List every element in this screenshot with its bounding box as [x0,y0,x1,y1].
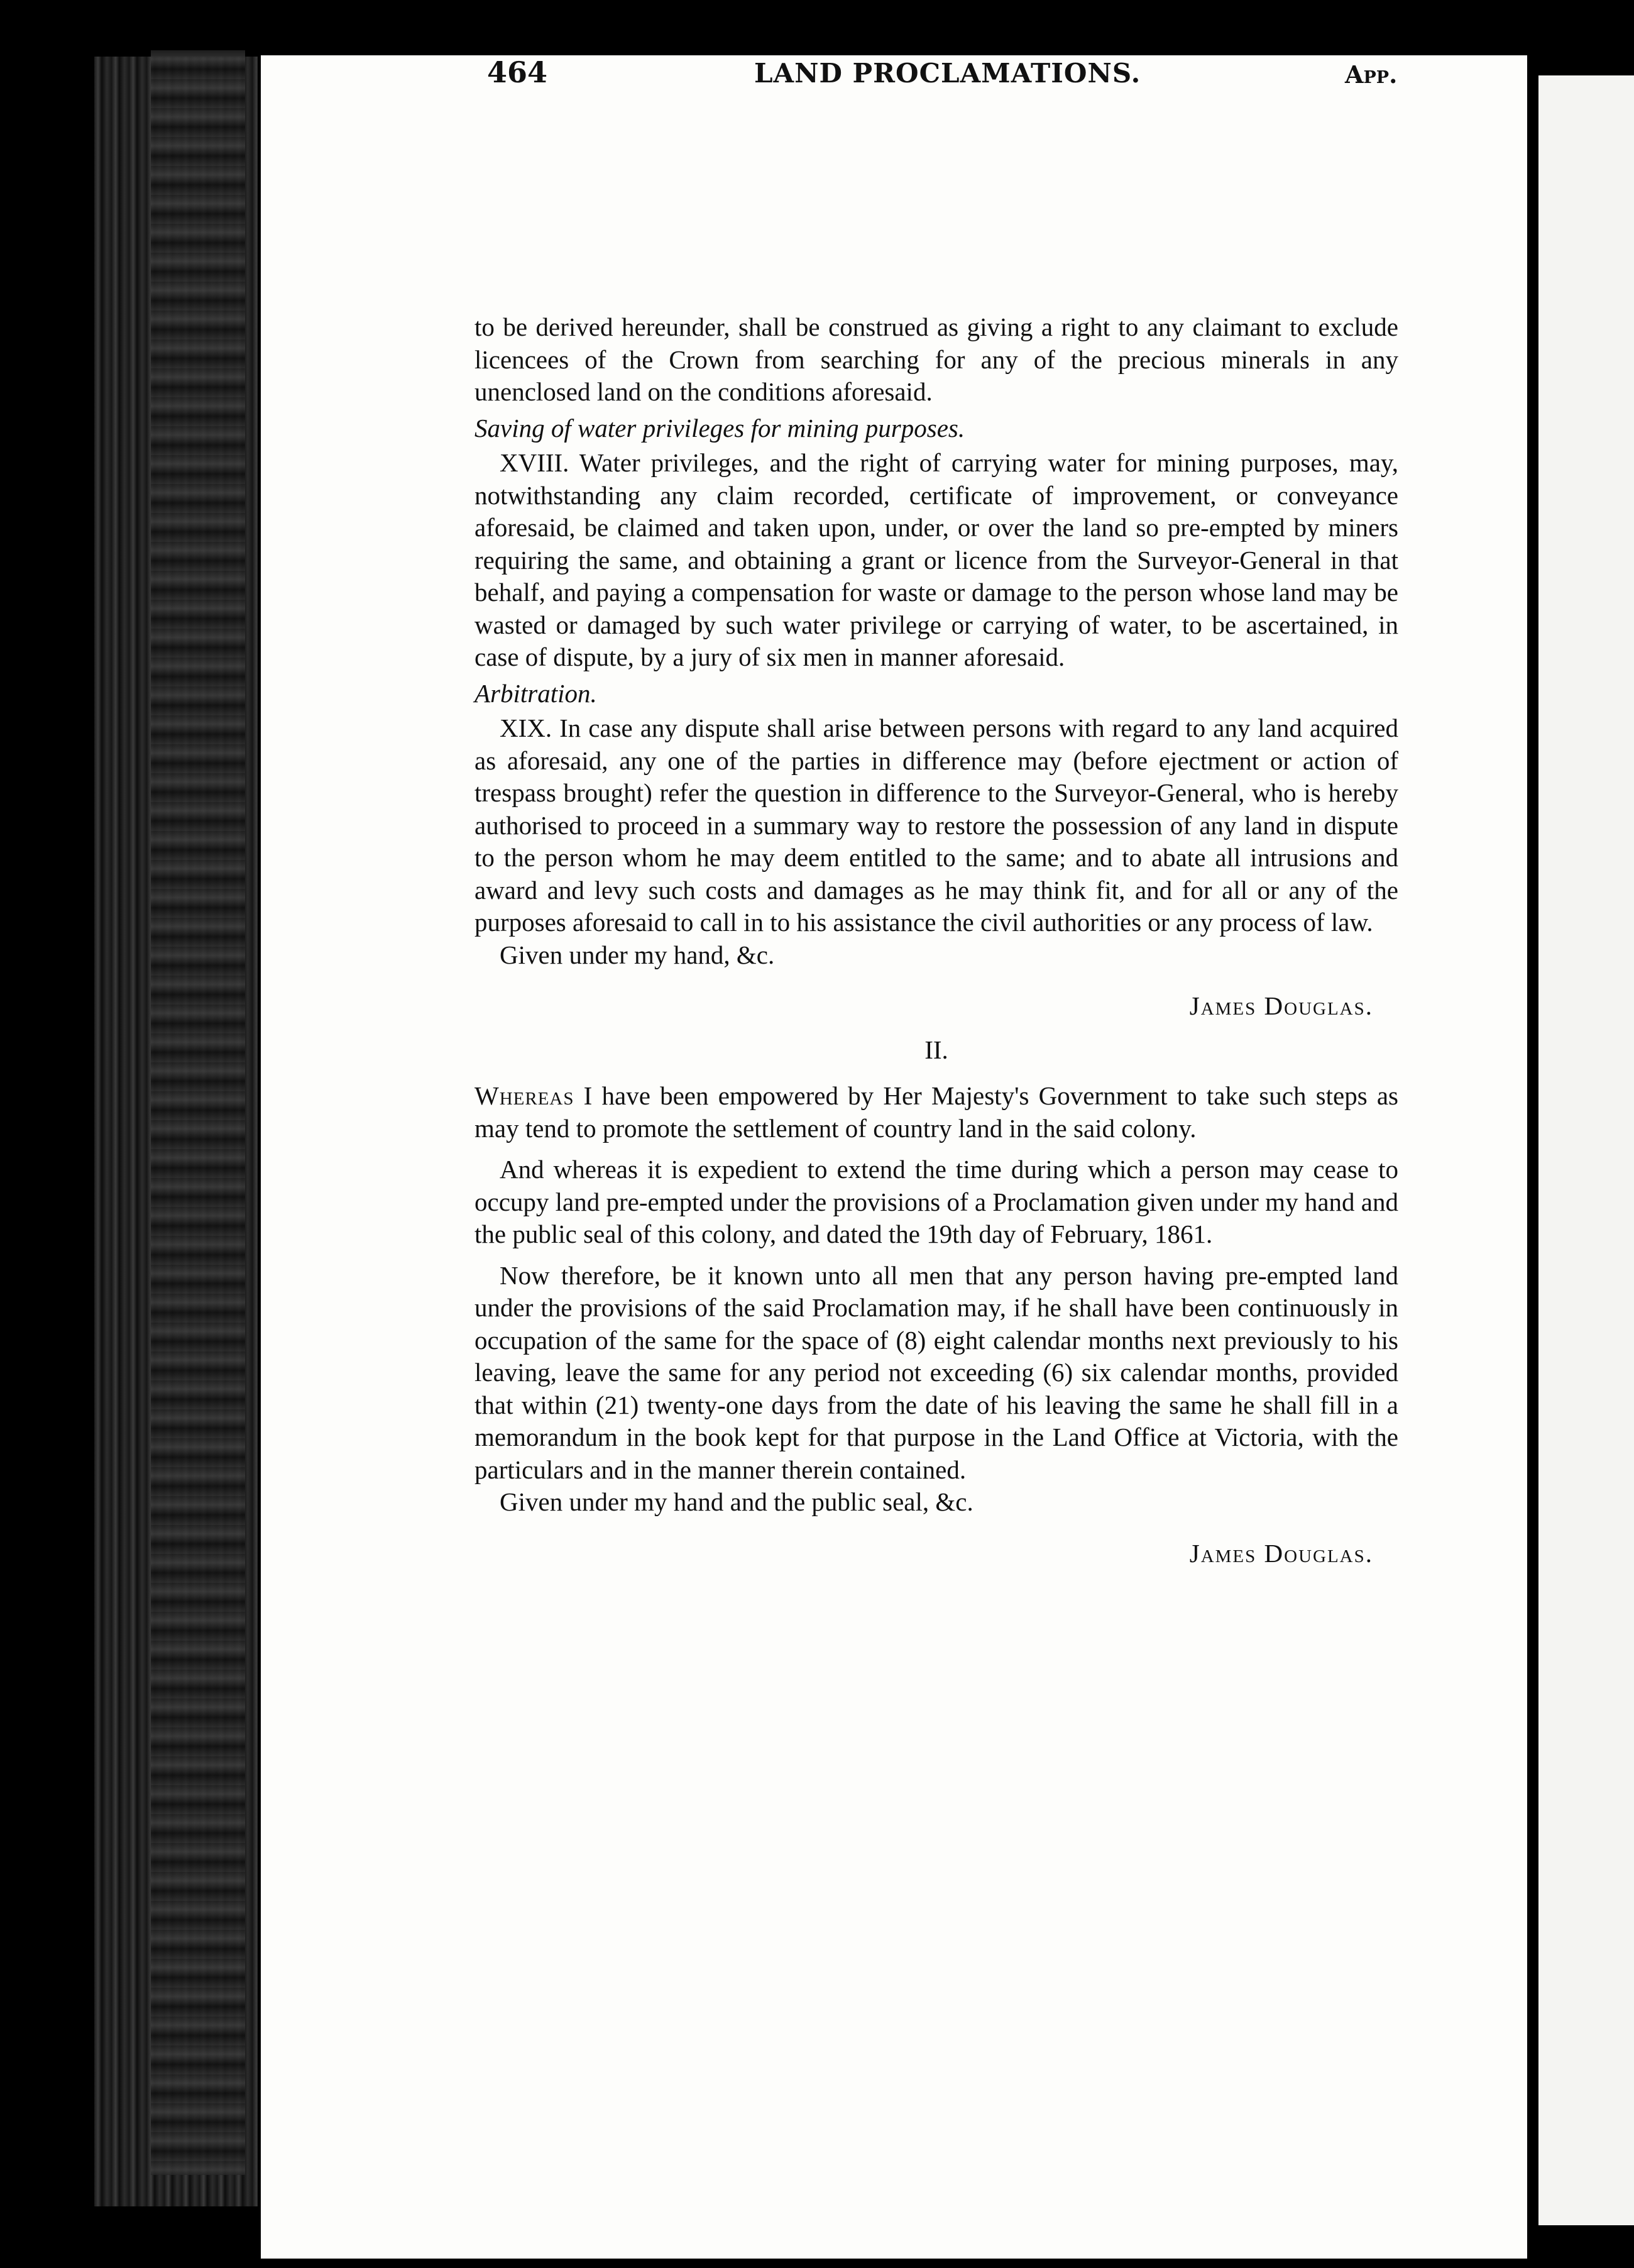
sidenote-water-privileges: Saving of water privileges for mining purposes. [474,413,965,443]
paragraph-xviii: XVIII. Water privileges, and the right of carrying water for mining purposes, may, notwithstanding any claim recorded, certificate of improvement, or conveyance aforesaid, be claimed and taken upon, under, or over the land so pre-empted by miners requiring the same, and obtaining a grant or licence from the Surveyor-General in that behalf, and paying a compensation for waste or damage to the person whose land may be wasted or damaged by such water privilege or carrying of water, to be ascertained, in case of dispute, by a jury of six men in manner aforesaid. [474,448,1398,671]
paragraph-now-therefore: Now therefore, be it known unto all men that any person having pre-empted land under the provisions of the said Proclamation may, if he shall have been continuously in occupation of the same for the space of (8) eight calendar months next previously to his leaving, leave the same for any period not exceeding (6) six calendar months, provided that within (21) twenty-one days from the date of his leaving the same he shall fill in a memorandum in the book kept for that purpose in the Land Office at Victoria, with the particulars and in the manner therein contained. [474,1260,1398,1484]
whereas-text: I have been empowered by Her Majesty's Government to take such steps as may tend to promote the settlement of country land in the said colony. [474,1081,1398,1143]
signature-james-douglas-1: James Douglas. [1189,991,1373,1020]
page-title: LAND PROCLAMATIONS. [754,58,1141,89]
given-under-hand-1: Given under my hand, &c. [500,940,775,969]
running-head [0,0,1398,89]
signature-james-douglas-2: James Douglas. [1189,1538,1373,1568]
book-page-edges [151,50,245,2175]
whereas-word: Whereas [474,1081,574,1110]
appendix-label: App. [1345,60,1398,89]
section-number-ii: II. [924,1035,948,1064]
paragraph-whereas [474,1080,1398,1145]
paragraph-intro: to be derived hereunder, shall be construed as giving a right to any claimant to exclude licencees of the Crown from searching for any of the precious minerals in any unenclosed land on the conditions aforesaid. [474,312,1398,406]
page-body [474,311,1398,1581]
sidenote-arbitration: Arbitration. [474,678,597,708]
paragraph-xix: XIX. In case any dispute shall arise between persons with regard to any land acquired as aforesaid, any one of the parties in difference may (before ejectment or action of trespass brought) refer the question in difference to the Surveyor-General, who is hereby authorised to proceed in a summary way to restore the possession of any land in dispute to the person whom he may deem entitled to the same; and to abate all intrusions and award and levy such costs and damages as he may think fit, and for all or any of the purposes aforesaid to call in to his assistance the civil authorities or any process of law. [474,713,1398,937]
page-number: 464 [487,55,548,89]
given-under-hand-2: Given under my hand and the public seal, &c. [500,1487,973,1516]
facing-page-edge [1538,75,1634,2225]
paragraph-and-whereas: And whereas it is expedient to extend the time during which a person may cease to occupy land pre-empted under the provisions of a Proclamation given under my hand and the public seal of this colony, and dated the 19th day of February, 1861. [474,1155,1398,1248]
